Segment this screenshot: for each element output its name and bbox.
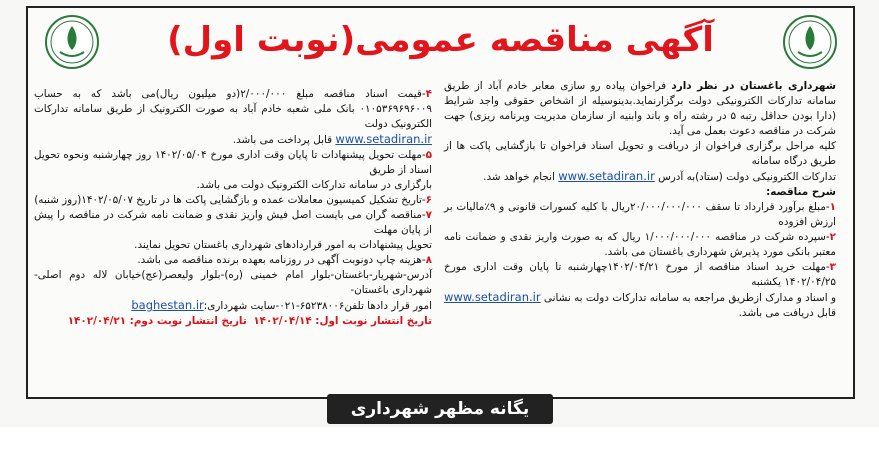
condition-7-text: -مناقصه گران می بایست اصل فیش واریز نقدی و ضمانت نامه شرکت در مناقصه را پیش از پایان مهلت xyxy=(34,209,432,236)
process-paragraph: کلیه مراحل برگزاری فراخوان از دریافت و تحویل اسناد فراخوان تا بازگشایی پاکت ها از طریق درگاه سامانه xyxy=(444,140,836,167)
documents-text: و اسناد و مدارک ازطریق مراجعه به سامانه تدارکات دولت به نشانی xyxy=(540,292,836,304)
conditions-heading: شرح مناقصه: xyxy=(766,186,836,198)
condition-5-cont: بارگزاری در سامانه تدارکات الکترونیک دولت می باشد. xyxy=(196,179,432,191)
publish-date-first: تاریخ انتشار نوبت اول: ۱۴۰۲/۰۴/۱۴ xyxy=(253,315,432,327)
publish-dates xyxy=(34,314,432,329)
portal-text-end: انجام خواهد شد. xyxy=(483,171,559,183)
condition-5-number: ۵ xyxy=(425,149,432,161)
contact-text: امور قرار دادها تلفن۶۵۲۳۸۰۰۶-۰۲۱-سایت شهرداری: xyxy=(203,300,432,312)
condition-3-text: -مهلت خرید اسناد مناقصه از مورخ ۱۴۰۲/۰۴/۲۱چهارشنبه تا پایان وقت اداری مورخ ۱۴۰۲/۰۴/۲۵ یکشنبه xyxy=(444,261,836,288)
municipality-logo-right xyxy=(782,14,838,70)
condition-2-number: ۲ xyxy=(829,231,836,243)
condition-7 xyxy=(34,208,432,238)
condition-7-cont: تحویل پیشنهادات به امور قراردادهای شهرداری باغستان تحویل نمایند. xyxy=(134,239,432,251)
intro-paragraph xyxy=(444,79,836,139)
condition-2 xyxy=(444,230,836,260)
condition-1-text: -مبلغ برآورد قرارداد تا سقف ۲۰/۰۰۰/۰۰۰/۰۰۰ریال با کلیه کسورات قانونی و ۹٪مالیات بر ارزش افزوده xyxy=(444,201,836,228)
condition-3-number: ۳ xyxy=(829,261,836,273)
right-column xyxy=(444,79,836,321)
left-column xyxy=(34,87,432,329)
baghestan-link[interactable]: baghestan.ir xyxy=(131,298,204,312)
condition-4-link-line xyxy=(34,132,432,148)
condition-4-text-end: قابل پرداخت می باشد. xyxy=(232,134,336,146)
address-text: آدرس-شهریار-باغستان-بلوار امام خمینی (ره)-بلوار ولیعصر(عج)خیابان لاله دوم اصلی-شهرداری باغستان- xyxy=(34,269,432,296)
condition-2-text: -سپرده شرکت در مناقصه ۱/۰۰۰/۰۰۰/۰۰۰ ریال که به صورت واریز نقدی و ضمانت نامه معتبر بانکی مورد پذیرش شهرداری باغستان می باشد. xyxy=(444,231,836,258)
publish-date-second: تاریخ انتشار نوبت دوم: ۱۴۰۲/۰۴/۲۱ xyxy=(67,315,247,327)
condition-5-text: -مهلت تحویل پیشنهادات تا پایان وقت اداری مورخ ۱۴۰۲/۰۵/۰۴ روز چهارشنبه ونحوه تحویل اسناد از طریق xyxy=(34,149,432,176)
footer-text: یگانه مظهر شهرداری باغستان xyxy=(350,399,530,449)
condition-5 xyxy=(34,148,432,178)
portal-text: تدارکات الکترونیکی دولت (ستاد)به آدرس xyxy=(654,171,836,183)
setadiran-link-3[interactable]: www.setadiran.ir xyxy=(335,132,432,146)
condition-4-number: ۴ xyxy=(425,88,432,100)
condition-7-number: ۷ xyxy=(425,209,432,221)
footer-banner xyxy=(327,394,553,449)
condition-1-number: ۱ xyxy=(829,201,836,213)
condition-8-number: ۸ xyxy=(425,254,432,266)
documents-text-end: قابل دریافت می باشد. xyxy=(738,307,836,319)
page-title: آگهی مناقصه عمومی(نوبت اول) xyxy=(167,20,714,60)
condition-8 xyxy=(34,253,432,268)
condition-documents xyxy=(444,290,836,321)
municipality-logo-left xyxy=(44,14,100,70)
condition-1 xyxy=(444,200,836,230)
condition-4 xyxy=(34,87,432,132)
condition-6-text: -تاریخ تشکیل کمیسیون معاملات عمده و بازگشایی پاکت ها در تاریخ ۱۴۰۲/۰۵/۰۷(روز شنبه) xyxy=(34,194,426,206)
condition-3 xyxy=(444,260,836,290)
intro-text: فراخوان پیاده رو سازی معابر خادم آباد از طریق سامانه تدارکات الکترونیکی دولت برگزارنماید.بدینوسیله از اشخاص حقوقی واجد شرایط (دارا بودن حداقل رتبه ۵ در رشته راه و باند وابنیه از سازمان مدیریت وبرنامه ریزی) جهت شرکت در مناقصه دعوت بعمل می آید. xyxy=(444,80,836,137)
condition-6 xyxy=(34,193,432,208)
condition-4-text: -قیمت اسناد مناقصه مبلغ ۲/۰۰۰/۰۰۰(دو میلیون ریال)می باشد که به حساب ۰۱۰۵۳۶۹۶۹۶۰۰۹ بانک ملی شعبه خادم آباد به صورت الکترونیک از طریق سامانه تدارکات الکترونیک دولت xyxy=(34,88,432,130)
condition-8-text: -هزینه چاپ دونوبت آگهی در روزنامه بعهده برنده مناقصه می باشد. xyxy=(137,254,426,266)
setadiran-link-1[interactable]: www.setadiran.ir xyxy=(558,169,655,183)
condition-6-number: ۶ xyxy=(425,194,432,206)
intro-bold: شهرداری باغستان در نظر دارد xyxy=(671,80,837,92)
setadiran-link-2[interactable]: www.setadiran.ir xyxy=(444,290,541,304)
contact-line xyxy=(34,298,432,314)
portal-paragraph xyxy=(444,169,836,185)
